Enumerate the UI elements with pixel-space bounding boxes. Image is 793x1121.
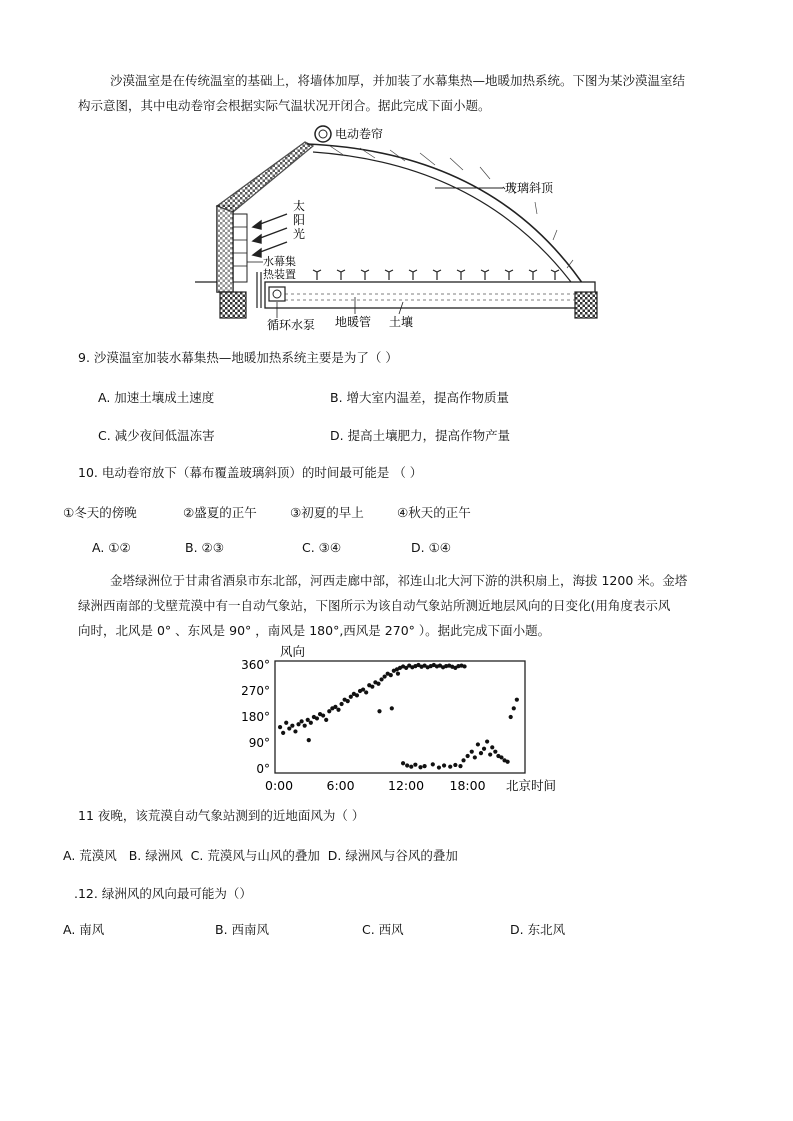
plants — [313, 270, 559, 280]
label-pump: 循环水泵 — [267, 318, 316, 332]
data-point — [485, 739, 489, 743]
q10-option-a[interactable]: A. ①② — [92, 540, 131, 555]
q9-option-c[interactable]: C. 减少夜间低温冻害 — [98, 428, 215, 443]
data-point — [296, 722, 300, 726]
data-point — [370, 685, 374, 689]
data-point — [479, 751, 483, 755]
pump-icon — [269, 287, 285, 301]
data-point — [448, 765, 452, 769]
label-curtain: 电动卷帘 — [335, 127, 384, 141]
foundation-left — [220, 292, 246, 318]
data-point — [303, 724, 307, 728]
x-tick-label: 0:00 — [265, 778, 294, 793]
soil-slab — [265, 282, 595, 308]
q9-option-d[interactable]: D. 提高土壤肥力，提高作物产量 — [330, 428, 511, 443]
y-tick-label: 270° — [241, 684, 270, 698]
data-point — [512, 706, 516, 710]
q12-option-d[interactable]: D. 东北风 — [510, 922, 566, 937]
data-point — [307, 738, 311, 742]
q10-item-3: ③初夏的早上 — [290, 505, 364, 520]
data-point — [405, 763, 409, 767]
data-point — [418, 765, 422, 769]
data-point — [327, 709, 331, 713]
q12-option-a[interactable]: A. 南风 — [63, 922, 105, 937]
q10-stem: 10. 电动卷帘放下（幕布覆盖玻璃斜顶）的时间最可能是 （ ） — [78, 465, 423, 480]
data-point — [499, 755, 503, 759]
data-point — [315, 716, 319, 720]
data-point — [377, 709, 381, 713]
data-point — [339, 702, 343, 706]
label-water-1: 水幕集 — [263, 255, 296, 268]
data-point — [442, 763, 446, 767]
label-sun-1: 太 — [293, 199, 306, 213]
data-point — [293, 729, 297, 733]
data-point — [423, 764, 427, 768]
data-point — [413, 763, 417, 767]
q10-item-4: ④秋天的正午 — [397, 505, 471, 520]
data-point — [396, 672, 400, 676]
passage-2-line-1: 金塔绿洲位于甘肃省酒泉市东北部，河西走廊中部，祁连山北大河下游的洪积扇上，海拔 1200 米。金塔 — [110, 573, 688, 588]
data-point — [458, 764, 462, 768]
q9-option-a[interactable]: A. 加速土壤成土速度 — [98, 390, 215, 405]
data-point — [287, 726, 291, 730]
q12-option-c[interactable]: C. 西风 — [362, 922, 404, 937]
data-point — [509, 715, 513, 719]
data-point — [461, 758, 465, 762]
data-point — [306, 718, 310, 722]
curtain-roll-icon — [315, 126, 331, 142]
passage-2-line-3: 向时，北风是 0° 、东风是 90° ，南风是 180°,西风是 270° ）。据此完成下面小题。 — [78, 623, 551, 638]
data-point — [401, 761, 405, 765]
q9-stem: 9. 沙漠温室加装水幕集热—地暖加热系统主要是为了（ ） — [78, 350, 398, 365]
y-tick-label: 180° — [241, 710, 270, 724]
data-point — [473, 755, 477, 759]
data-point — [431, 762, 435, 766]
data-point — [309, 721, 313, 725]
label-glass: 玻璃斜顶 — [505, 181, 554, 195]
data-point — [453, 763, 457, 767]
q10-option-b[interactable]: B. ②③ — [185, 540, 224, 555]
label-pipe: 地暖管 — [335, 315, 372, 329]
data-point — [389, 673, 393, 677]
x-tick-label: 12:00 — [388, 778, 425, 793]
data-point — [476, 742, 480, 746]
q11-stem: 11 夜晚，该荒漠自动气象站测到的近地面风为（ ） — [78, 808, 365, 823]
data-point — [361, 687, 365, 691]
chart-xlabel: 北京时间 — [506, 778, 557, 793]
data-point — [490, 745, 494, 749]
q9-option-b[interactable]: B. 增大室内温差，提高作物质量 — [330, 390, 510, 405]
data-point — [349, 695, 353, 699]
y-tick-label: 360° — [241, 658, 270, 672]
data-point — [346, 699, 350, 703]
data-point — [493, 750, 497, 754]
y-tick-label: 0° — [256, 762, 270, 776]
passage-1-line-1: 沙漠温室是在传统温室的基础上，将墙体加厚，并加装了水幕集热—地暖加热系统。下图为某沙漠温室结 — [110, 73, 686, 88]
data-point — [482, 747, 486, 751]
data-point — [379, 677, 383, 681]
data-point — [437, 765, 441, 769]
data-point — [333, 705, 337, 709]
data-point — [466, 754, 470, 758]
data-point — [376, 682, 380, 686]
data-point — [321, 713, 325, 717]
label-sun-2: 阳 — [293, 213, 306, 227]
data-point — [470, 750, 474, 754]
data-point — [506, 760, 510, 764]
q10-item-2: ②盛夏的正午 — [183, 505, 257, 520]
data-point — [336, 708, 340, 712]
q10-option-c[interactable]: C. ③④ — [302, 540, 342, 555]
passage-2 — [78, 568, 738, 643]
data-point — [390, 706, 394, 710]
q11-options[interactable]: A. 荒漠风 B. 绿洲风 C. 荒漠风与山风的叠加 D. 绿洲风与谷风的叠加 — [63, 848, 458, 863]
x-tick-label: 6:00 — [326, 778, 355, 793]
q10-option-d[interactable]: D. ①④ — [411, 540, 451, 555]
q12-option-b[interactable]: B. 西南风 — [215, 922, 270, 937]
data-point — [300, 719, 304, 723]
data-point — [488, 752, 492, 756]
data-point — [515, 698, 519, 702]
passage-2-line-2: 绿洲西南部的戈壁荒漠中有一自动气象站，下图所示为该自动气象站所测近地层风向的日变化(用角度表示风 — [78, 598, 671, 613]
label-soil: 土壤 — [389, 315, 414, 329]
greenhouse-diagram — [195, 122, 625, 337]
data-point — [364, 690, 368, 694]
foundation-right — [575, 292, 597, 318]
y-tick-label: 90° — [248, 736, 270, 750]
data-point — [355, 693, 359, 697]
passage-1 — [78, 68, 728, 118]
data-point — [278, 725, 282, 729]
label-water-2: 热装置 — [263, 268, 296, 281]
wind-direction-chart — [230, 643, 570, 795]
data-point — [290, 724, 294, 728]
data-point — [281, 731, 285, 735]
passage-1-line-2: 构示意图，其中电动卷帘会根据实际气温状况开闭合。据此完成下面小题。 — [78, 98, 491, 113]
data-point — [383, 674, 387, 678]
data-point — [324, 718, 328, 722]
x-tick-label: 18:00 — [449, 778, 486, 793]
label-sun-3: 光 — [293, 227, 306, 241]
data-point — [462, 664, 466, 668]
chart-ylabel: 风向 — [280, 644, 306, 659]
q10-item-1: ①冬天的傍晚 — [63, 505, 137, 520]
data-point — [409, 765, 413, 769]
q12-stem: .12. 绿洲风的风向最可能为（） — [74, 886, 252, 901]
data-point — [284, 721, 288, 725]
